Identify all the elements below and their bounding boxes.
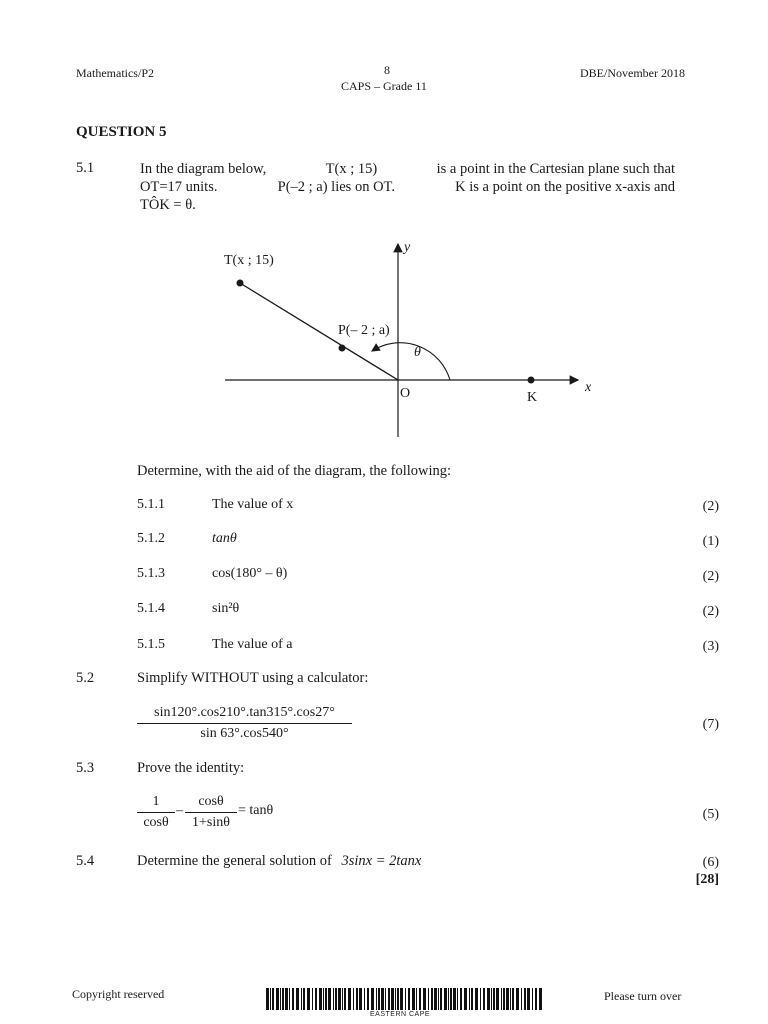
q52-fraction — [137, 705, 352, 742]
q51-line1-b: T(x ; 15) — [325, 161, 378, 177]
point-t — [237, 280, 244, 287]
label-theta: θ — [414, 345, 421, 360]
sub-item-text: cos(180° – θ) — [212, 566, 288, 581]
header-left: Mathematics/P2 — [76, 66, 154, 80]
q54-text — [137, 853, 421, 870]
q51-line1-c: is a point in the Cartesian plane such that — [436, 161, 675, 177]
point-k — [528, 377, 535, 384]
page-number: 8 — [384, 63, 390, 77]
q51-line2-b: P(–2 ; a) lies on OT. — [277, 179, 395, 195]
sub-item-number: 5.1.4 — [137, 601, 165, 616]
q51-line2-a: OT=17 units. — [140, 179, 218, 195]
q52-number: 5.2 — [76, 670, 95, 686]
q51-line2-c: K is a point on the positive x-axis and — [455, 179, 675, 195]
label-t: T(x ; 15) — [224, 253, 274, 268]
barcode-caption: EASTERN CAPE — [370, 1011, 431, 1018]
q53-number: 5.3 — [76, 760, 95, 776]
sub-item-marks: (3) — [702, 639, 719, 654]
question-title: QUESTION 5 — [76, 124, 167, 140]
footer-turn-over: Please turn over — [604, 989, 682, 1003]
q54-marks: (6) — [702, 855, 719, 870]
sub-item-text: The value of x — [212, 497, 294, 512]
sub-item-marks: (2) — [702, 569, 719, 584]
sub-item-text: tanθ — [212, 531, 237, 546]
point-p — [339, 345, 346, 352]
q51-number: 5.1 — [76, 160, 95, 176]
sub-item-marks: (2) — [702, 499, 719, 514]
q51-line3: TÔK = θ. — [140, 197, 196, 213]
question-total: [28] — [695, 872, 719, 887]
footer-copyright: Copyright reserved — [72, 987, 165, 1001]
q54-text-label: Determine the general solution of — [137, 853, 332, 869]
q52-numerator: sin120°.cos210°.tan315°.cos27° — [154, 705, 335, 720]
q53-minus: – — [176, 803, 183, 818]
q53-frac1-denominator: cosθ — [137, 812, 175, 831]
sub-item-number: 5.1.3 — [137, 566, 165, 581]
sub-item-number: 5.1.1 — [137, 497, 165, 512]
q54-number: 5.4 — [76, 853, 95, 869]
sub-item-text: sin²θ — [212, 601, 240, 616]
angle-theta-arc — [372, 343, 450, 380]
q53-frac1-numerator: 1 — [152, 794, 160, 809]
label-p: P(– 2 ; a) — [338, 323, 390, 338]
label-o: O — [400, 386, 411, 401]
q51-line1-a: In the diagram below, — [140, 161, 267, 177]
q53-text: Prove the identity: — [137, 760, 245, 776]
barcode — [266, 988, 544, 1010]
label-x: x — [585, 380, 592, 395]
q52-denominator: sin 63°.cos540° — [137, 723, 352, 742]
label-y: y — [404, 240, 411, 255]
sub-item-marks: (1) — [702, 534, 719, 549]
q53-frac2-numerator: cosθ — [198, 794, 224, 809]
sub-item-marks: (2) — [702, 604, 719, 619]
label-k: K — [527, 390, 538, 405]
q53-fraction-2 — [185, 794, 237, 831]
q53-fraction-1 — [137, 794, 175, 831]
sub-item-number: 5.1.5 — [137, 637, 165, 652]
q54-equation: 3sinx = 2tanx — [341, 853, 422, 869]
header-right: DBE/November 2018 — [580, 66, 685, 80]
q53-marks: (5) — [702, 807, 719, 822]
sub-item-number: 5.1.2 — [137, 531, 165, 546]
q53-frac2-denominator: 1+sinθ — [185, 812, 237, 831]
header-subtitle: CAPS – Grade 11 — [341, 79, 427, 93]
determine-instruction: Determine, with the aid of the diagram, the following: — [137, 463, 452, 479]
q52-text: Simplify WITHOUT using a calculator: — [137, 670, 369, 686]
q52-marks: (7) — [702, 717, 719, 732]
q53-rhs: = tanθ — [238, 803, 274, 818]
sub-item-text: The value of a — [212, 637, 293, 652]
